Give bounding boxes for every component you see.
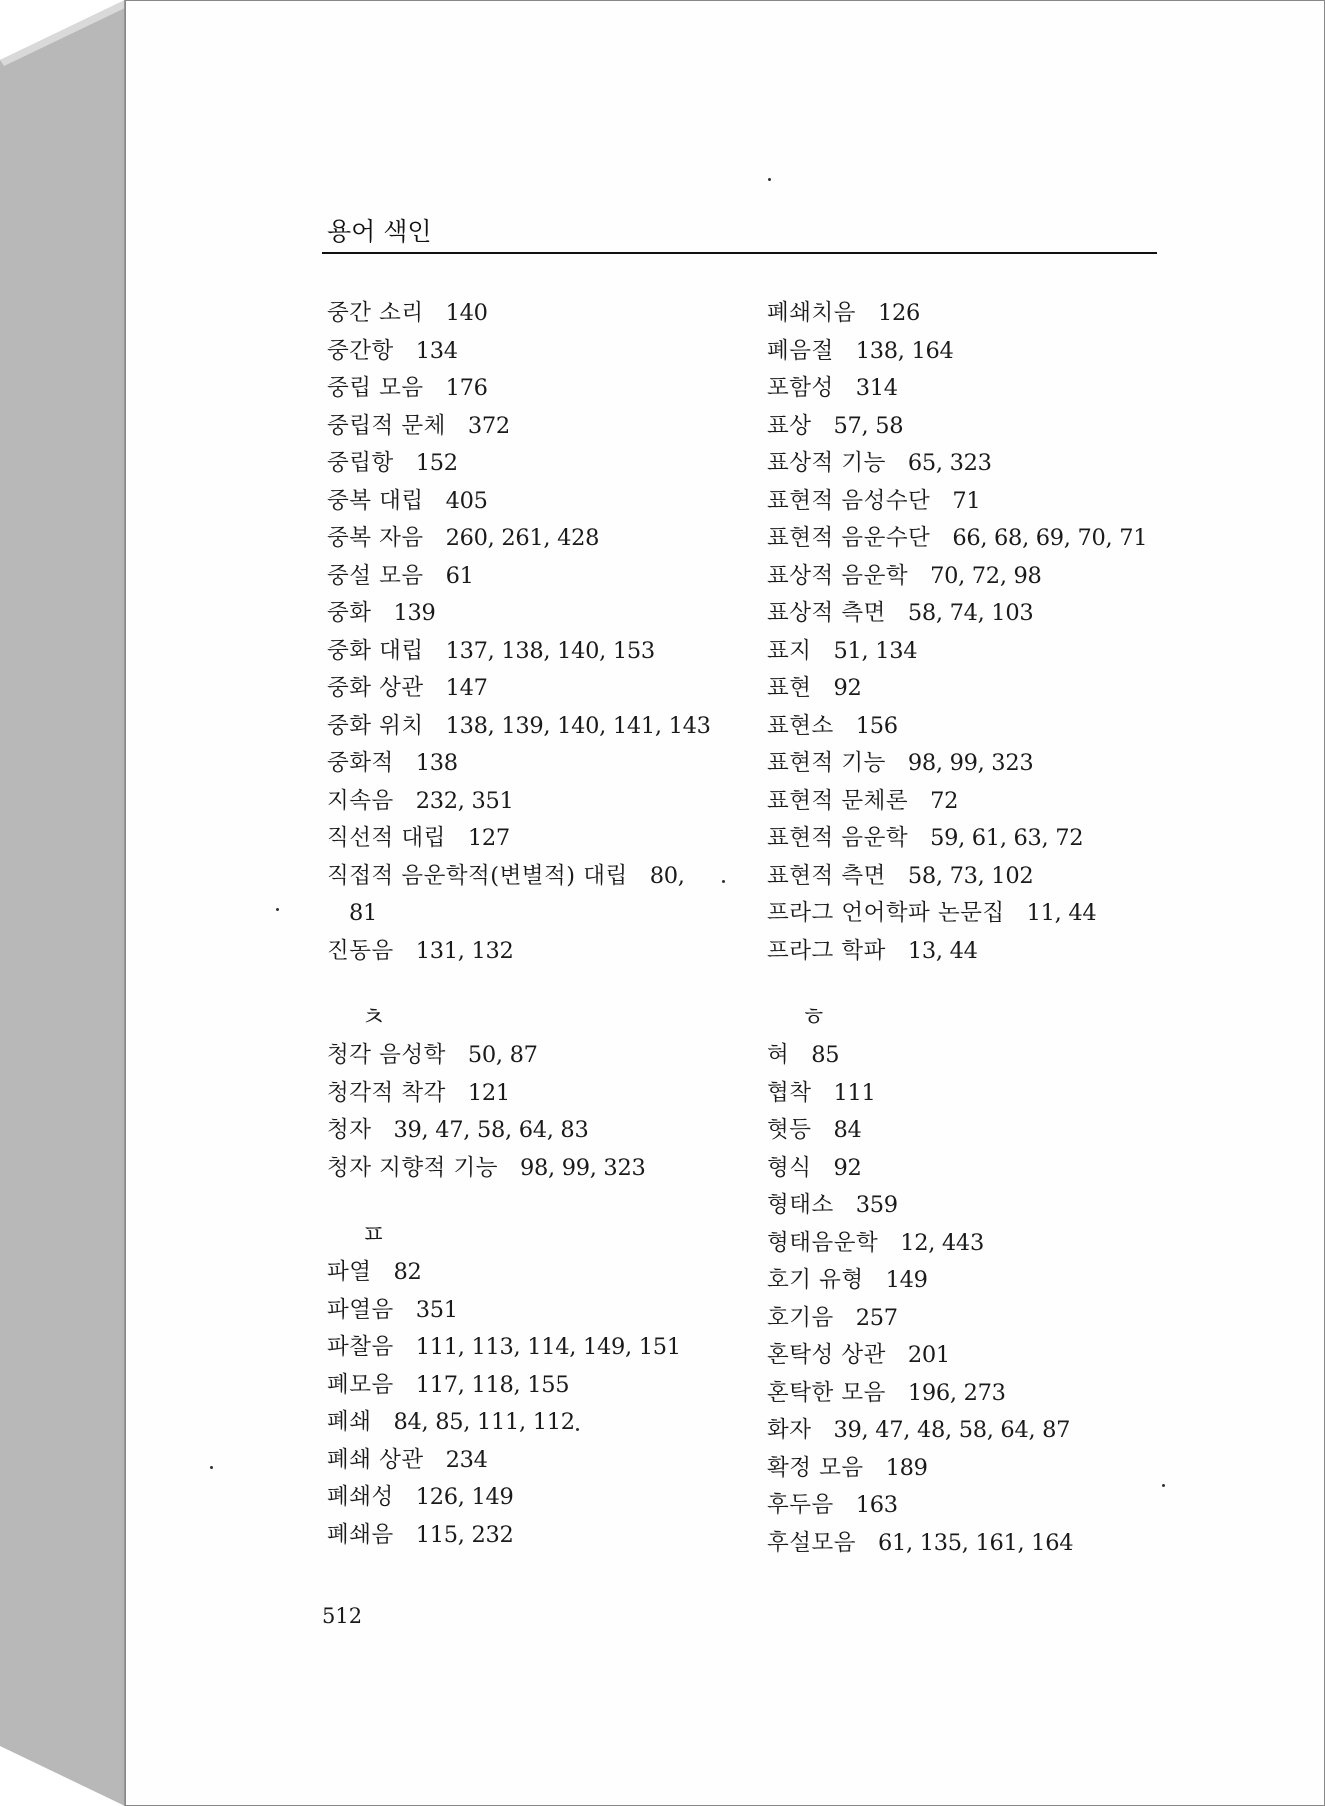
entry-term: 중화 상관 xyxy=(327,675,424,701)
entry-pages: 131, 132 xyxy=(415,937,514,964)
entry-pages: 98, 99, 323 xyxy=(907,750,1034,776)
entry-term: 후설모음 xyxy=(767,1529,856,1556)
entry-pages: 13, 44 xyxy=(907,937,978,964)
right-column xyxy=(767,295,1187,1562)
entry-pages: 138, 164 xyxy=(855,337,954,364)
index-entry xyxy=(767,1412,1187,1450)
entry-pages: 111 xyxy=(833,1079,876,1106)
index-entry xyxy=(327,333,767,371)
entry-term: 폐모음 xyxy=(327,1371,394,1398)
entry-term: 중화 대립 xyxy=(327,637,424,664)
entry-pages: 189 xyxy=(885,1454,928,1481)
entry-pages: 152 xyxy=(415,450,458,476)
index-entry xyxy=(327,1442,767,1480)
print-speck xyxy=(210,1466,213,1469)
entry-term: 폐쇄음 xyxy=(327,1521,394,1548)
left-column xyxy=(327,295,767,1554)
entry-pages: 61, 135, 161, 164 xyxy=(877,1529,1074,1556)
entry-pages: 39, 47, 48, 58, 64, 87 xyxy=(833,1417,1071,1443)
entry-term: 형태소 xyxy=(767,1192,834,1218)
entry-pages: 61 xyxy=(445,562,474,589)
entry-term: 화자 xyxy=(767,1417,812,1443)
entry-pages: 92 xyxy=(833,1154,862,1181)
entry-term: 중간 소리 xyxy=(327,300,424,326)
entry-pages: 232, 351 xyxy=(415,787,514,814)
entry-pages: 84, 85, 111, 112 xyxy=(393,1409,575,1435)
header-rule xyxy=(322,252,1157,254)
entry-pages: 201 xyxy=(907,1342,950,1368)
index-entry xyxy=(767,1375,1187,1413)
entry-term: 중립 모음 xyxy=(327,375,424,401)
entry-pages: 72 xyxy=(930,787,959,814)
entry-pages: 50, 87 xyxy=(467,1042,538,1068)
index-entry xyxy=(767,1300,1187,1338)
entry-term: 폐음절 xyxy=(767,337,834,364)
index-entry xyxy=(327,1075,767,1113)
section-letter-chieut: ㅊ xyxy=(361,1003,387,1033)
index-entry xyxy=(767,370,1187,408)
index-entry xyxy=(327,445,767,483)
entry-term: 폐쇄 상관 xyxy=(327,1446,424,1473)
entry-pages: 140 xyxy=(445,300,488,326)
entry-pages: 70, 72, 98 xyxy=(930,562,1042,589)
entry-term: 혼탁성 상관 xyxy=(767,1342,886,1368)
section-letter-hieut: ㅎ xyxy=(801,1003,827,1033)
entry-term: 파찰음 xyxy=(327,1334,394,1360)
entry-pages: 126, 149 xyxy=(415,1484,514,1510)
entry-term: 표현적 문체론 xyxy=(767,787,909,814)
entry-pages: 11, 44 xyxy=(1026,900,1097,926)
entry-term: 표상적 측면 xyxy=(767,600,886,626)
index-entry xyxy=(327,1037,767,1075)
entry-pages: 66, 68, 69, 70, 71 xyxy=(952,525,1148,551)
entry-term: 프라그 학파 xyxy=(767,937,886,964)
entry-pages: 59, 61, 63, 72 xyxy=(930,825,1084,851)
index-entry xyxy=(327,370,767,408)
entry-term: 중립항 xyxy=(327,450,394,476)
entry-pages: 51, 134 xyxy=(833,637,918,664)
entry-pages: 71 xyxy=(952,487,981,514)
index-entry xyxy=(327,783,767,821)
index-entry xyxy=(327,1404,767,1442)
entry-pages: 98, 99, 323 xyxy=(519,1154,646,1181)
index-entry xyxy=(327,1367,767,1405)
entry-term: 형태음운학 xyxy=(767,1229,879,1256)
index-entry xyxy=(767,783,1187,821)
entry-term: 청자 지향적 기능 xyxy=(327,1154,498,1181)
entry-pages: 372 xyxy=(467,412,510,439)
index-entry xyxy=(767,445,1187,483)
entry-term: 파열음 xyxy=(327,1296,394,1323)
index-entry xyxy=(767,1112,1187,1150)
entry-term: 청자 xyxy=(327,1117,372,1143)
index-entry xyxy=(767,1075,1187,1113)
entry-pages: 257 xyxy=(855,1304,898,1331)
entry-pages: 85 xyxy=(811,1042,840,1068)
entry-pages: 134 xyxy=(415,337,458,364)
entry-term: 직접적 음운학적(변별적) 대립 xyxy=(327,862,628,889)
entry-pages: 58, 73, 102 xyxy=(907,862,1034,889)
entry-term: 폐쇄 xyxy=(327,1409,372,1435)
index-entry xyxy=(327,1254,767,1292)
index-entry xyxy=(767,858,1187,896)
entry-term: 진동음 xyxy=(327,937,394,964)
page-number: 512 xyxy=(322,1604,363,1628)
entry-pages: 137, 138, 140, 153 xyxy=(445,637,655,664)
print-speck xyxy=(576,1428,579,1431)
index-entry xyxy=(327,595,767,633)
left-entries-list xyxy=(327,295,767,858)
index-entry xyxy=(327,1329,767,1367)
entry-term: 형식 xyxy=(767,1154,812,1181)
index-entry xyxy=(327,933,767,971)
index-entry xyxy=(767,933,1187,971)
index-entry xyxy=(767,333,1187,371)
index-entry xyxy=(767,708,1187,746)
entry-term: 지속음 xyxy=(327,787,394,814)
index-entry xyxy=(327,408,767,446)
entry-pages: 82 xyxy=(393,1259,422,1285)
entry-term: 표현적 음성수단 xyxy=(767,487,931,514)
hieut-entries-list xyxy=(767,1037,1187,1562)
index-entry xyxy=(327,1150,767,1188)
entry-pages: 176 xyxy=(445,375,488,401)
entry-term: 중립적 문체 xyxy=(327,412,446,439)
entry-term: 청각적 착각 xyxy=(327,1079,446,1106)
index-entry xyxy=(767,1262,1187,1300)
entry-term: 호기음 xyxy=(767,1304,834,1331)
index-entry xyxy=(767,483,1187,521)
entry-term: 포함성 xyxy=(767,375,834,401)
entry-pages-continuation: 81 xyxy=(349,900,378,926)
entry-pages: 163 xyxy=(855,1492,898,1518)
entry-pages: 138 xyxy=(415,750,458,776)
entry-term: 표상 xyxy=(767,412,812,439)
entry-pages: 126 xyxy=(877,300,920,326)
index-entry xyxy=(327,1517,767,1555)
book-spine xyxy=(0,0,130,1806)
index-entry xyxy=(327,1112,767,1150)
entry-term: 협착 xyxy=(767,1079,812,1106)
index-entry xyxy=(327,820,767,858)
entry-pages: 351 xyxy=(415,1296,458,1323)
entry-pages: 39, 47, 58, 64, 83 xyxy=(393,1117,589,1143)
entry-pages: 156 xyxy=(855,712,898,739)
entry-term: 청각 음성학 xyxy=(327,1042,446,1068)
entry-pages: 58, 74, 103 xyxy=(907,600,1034,626)
entry-term: 후두음 xyxy=(767,1492,834,1518)
entry-term: 중복 대립 xyxy=(327,487,424,514)
entry-term: 표현적 음운수단 xyxy=(767,525,931,551)
entry-term: 중화 위치 xyxy=(327,712,424,739)
index-entry xyxy=(767,1150,1187,1188)
entry-term: 중복 자음 xyxy=(327,525,424,551)
index-entry xyxy=(327,745,767,783)
entry-pages: 127 xyxy=(467,825,510,851)
entry-term: 중설 모음 xyxy=(327,562,424,589)
entry-pages: 92 xyxy=(833,675,862,701)
entry-term: 표상적 음운학 xyxy=(767,562,909,589)
entry-pages: 57, 58 xyxy=(833,412,904,439)
entry-term: 확정 모음 xyxy=(767,1454,864,1481)
index-entry xyxy=(767,820,1187,858)
entry-pages: 12, 443 xyxy=(900,1229,984,1256)
index-entry xyxy=(767,1487,1187,1525)
entry-pages: 359 xyxy=(855,1192,898,1218)
chieut-entries-list xyxy=(327,1037,767,1187)
entry-term: 중화적 xyxy=(327,750,394,776)
index-entry xyxy=(327,483,767,521)
entry-pages: 149 xyxy=(885,1267,928,1293)
index-entry xyxy=(767,295,1187,333)
index-entry xyxy=(767,520,1187,558)
entry-term: 파열 xyxy=(327,1259,372,1285)
entry-pages: 234 xyxy=(445,1446,488,1473)
index-entry xyxy=(767,745,1187,783)
entry-term: 표현 xyxy=(767,675,812,701)
index-entry xyxy=(327,670,767,708)
pieup-entries-list xyxy=(327,1254,767,1554)
index-entry xyxy=(767,1450,1187,1488)
index-entry xyxy=(767,1525,1187,1563)
entry-term: 직선적 대립 xyxy=(327,825,446,851)
entry-term: 중화 xyxy=(327,600,372,626)
entry-term: 폐쇄성 xyxy=(327,1484,394,1510)
entry-pages: 65, 323 xyxy=(907,450,992,476)
index-entry xyxy=(327,295,767,333)
entry-pages: 139 xyxy=(393,600,436,626)
entry-pages: 84 xyxy=(833,1117,862,1143)
entry-term: 혓등 xyxy=(767,1117,812,1143)
entry-term: 표현적 측면 xyxy=(767,862,886,889)
entry-term: 혼탁한 모음 xyxy=(767,1379,886,1406)
entry-pages: 121 xyxy=(467,1079,510,1106)
index-entry xyxy=(767,1187,1187,1225)
entry-term: 프라그 언어학파 논문집 xyxy=(767,900,1005,926)
entry-term: 표현소 xyxy=(767,712,834,739)
entry-pages: 314 xyxy=(855,375,898,401)
entry-pages: 147 xyxy=(445,675,488,701)
index-entry xyxy=(767,633,1187,671)
section-letter-pieup: ㅍ xyxy=(361,1220,387,1250)
index-entry xyxy=(767,1337,1187,1375)
index-entry xyxy=(327,558,767,596)
index-entry xyxy=(767,670,1187,708)
entry-pages: 260, 261, 428 xyxy=(445,525,600,551)
index-entry xyxy=(327,1479,767,1517)
running-head: 용어 색인 xyxy=(327,217,432,246)
entry-term: 호기 유형 xyxy=(767,1267,864,1293)
index-entry xyxy=(327,708,767,746)
entry-term: 폐쇄치음 xyxy=(767,300,856,326)
entry-pages: 117, 118, 155 xyxy=(415,1371,570,1398)
print-speck xyxy=(768,178,771,181)
entry-term: 중간항 xyxy=(327,337,394,364)
entry-term: 표지 xyxy=(767,637,812,664)
print-speck xyxy=(1162,1484,1165,1487)
entry-pages: 138, 139, 140, 141, 143 xyxy=(445,712,711,739)
entry-pages: 111, 113, 114, 149, 151 xyxy=(415,1334,681,1360)
index-entry xyxy=(767,558,1187,596)
entry-term: 표상적 기능 xyxy=(767,450,886,476)
entry-pages: 80, xyxy=(649,862,685,889)
index-entry xyxy=(767,408,1187,446)
index-entry xyxy=(327,633,767,671)
index-entry xyxy=(767,895,1187,933)
entry-pages: 115, 232 xyxy=(415,1521,514,1548)
entry-term: 표현적 기능 xyxy=(767,750,886,776)
index-entry-wrapped xyxy=(327,858,767,933)
index-entry xyxy=(327,520,767,558)
left-entries-list-2 xyxy=(327,933,767,971)
print-speck xyxy=(276,908,279,911)
entry-pages: 405 xyxy=(445,487,488,514)
index-entry xyxy=(327,1292,767,1330)
index-entry xyxy=(767,1225,1187,1263)
entry-term: 혀 xyxy=(767,1042,790,1068)
right-entries-list xyxy=(767,295,1187,970)
index-entry xyxy=(767,595,1187,633)
entry-pages: 196, 273 xyxy=(907,1379,1006,1406)
print-speck xyxy=(722,880,725,883)
entry-term: 표현적 음운학 xyxy=(767,825,909,851)
index-entry xyxy=(767,1037,1187,1075)
